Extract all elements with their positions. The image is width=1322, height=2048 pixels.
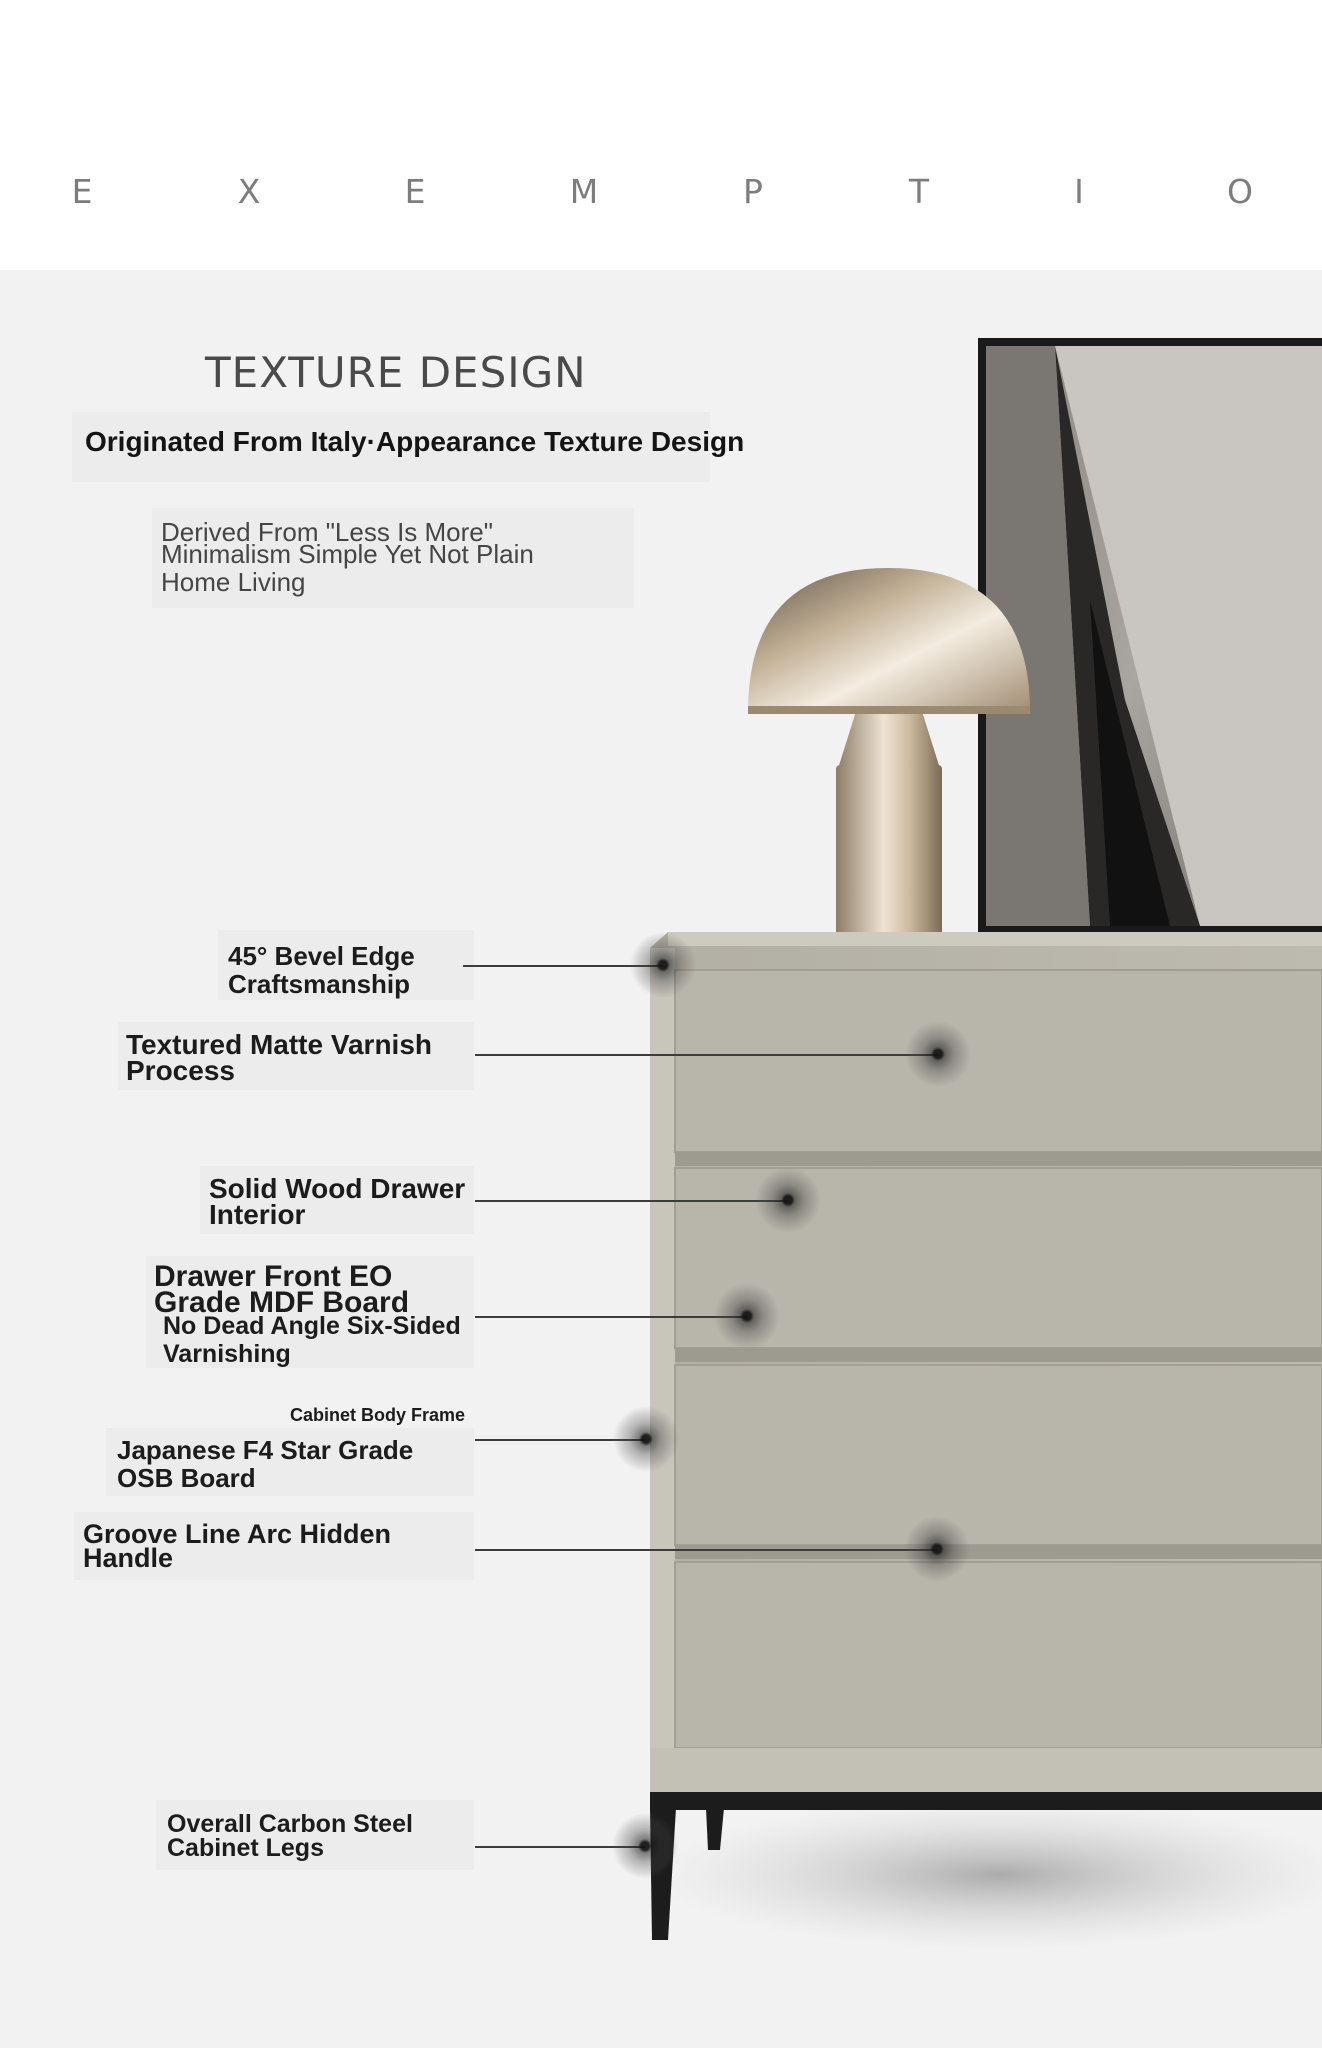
- callout-six-sided: [163, 1312, 461, 1368]
- brand-letter: T: [908, 172, 930, 211]
- callout-text: Process: [126, 1055, 235, 1086]
- hotspot-marker: [904, 1516, 970, 1582]
- callout-text: Varnishing: [163, 1340, 291, 1368]
- brand-letter: M: [569, 172, 599, 211]
- description-line: Home Living: [161, 567, 306, 597]
- hotspot-marker: [714, 1283, 780, 1349]
- leader-line: [475, 1549, 937, 1551]
- page-subtitle: Originated From Italy·Appearance Texture Design: [85, 426, 745, 457]
- hotspot-marker: [630, 932, 696, 998]
- framed-artwork: [978, 338, 1322, 932]
- cabinet: [650, 932, 1322, 1810]
- callout-text: Groove Line Arc Hidden: [83, 1519, 392, 1549]
- brand-letter: X: [237, 172, 261, 211]
- brand-letter: P: [743, 172, 763, 211]
- callout-text: Overall Carbon Steel: [167, 1810, 413, 1838]
- brand-letter: O: [1227, 172, 1253, 211]
- callout-text: Drawer Front EO: [154, 1260, 393, 1293]
- hotspot-marker: [905, 1021, 971, 1087]
- callout-text: 45° Bevel Edge: [228, 941, 415, 971]
- callout-text: Handle: [83, 1543, 174, 1573]
- leader-line: [475, 1200, 788, 1202]
- hotspot-marker: [755, 1167, 821, 1233]
- description-line: Minimalism Simple Yet Not Plain: [161, 539, 534, 569]
- hotspot-marker: [612, 1813, 678, 1879]
- callout-text: OSB Board: [117, 1463, 256, 1493]
- callout-text: Japanese F4 Star Grade: [117, 1435, 414, 1465]
- callout-text: Solid Wood Drawer: [209, 1173, 466, 1204]
- callout-text: Interior: [209, 1199, 306, 1230]
- callout-caption: Cabinet Body Frame: [290, 1405, 466, 1425]
- leader-line: [475, 1316, 747, 1318]
- callout-text: Grade MDF Board: [154, 1286, 410, 1319]
- callout-text: Textured Matte Varnish: [126, 1029, 433, 1060]
- callout-text: Cabinet Legs: [167, 1834, 324, 1862]
- callout-text: No Dead Angle Six-Sided: [163, 1312, 461, 1340]
- brand-letter: I: [1074, 172, 1084, 211]
- page-description: [161, 517, 534, 597]
- page-title: TEXTURE DESIGN: [205, 348, 587, 397]
- hotspot-marker: [613, 1406, 679, 1472]
- floor-shadow: [650, 1800, 1322, 1950]
- brand-letter: E: [71, 172, 93, 211]
- description-line: Derived From "Less Is More": [161, 517, 493, 547]
- callout-text: Craftsmanship: [228, 969, 411, 999]
- brand-letter: E: [404, 172, 426, 211]
- leader-line: [475, 1054, 938, 1056]
